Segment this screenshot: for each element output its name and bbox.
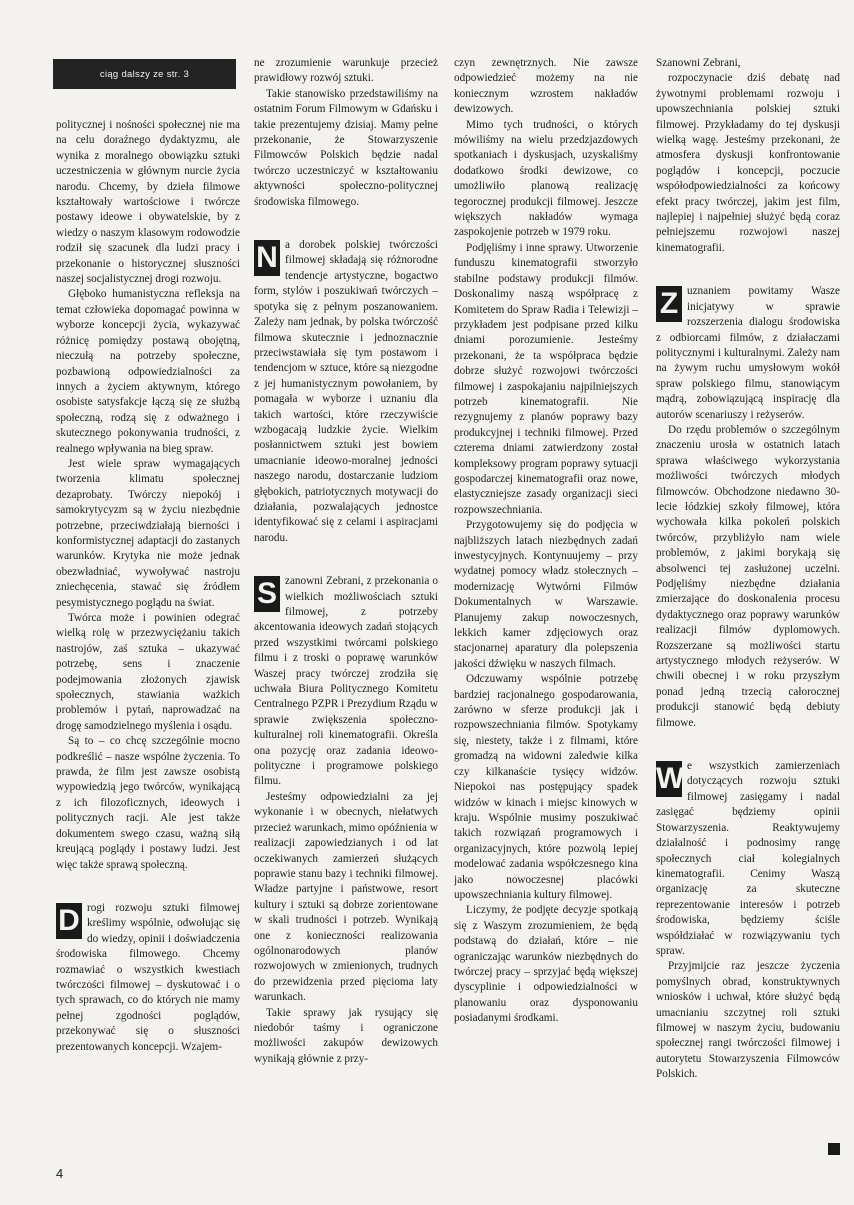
continued-from-banner: ciąg dalszy ze str. 3 (53, 59, 236, 89)
paragraph: Liczymy, że podjęte decyzje spotkają się z Waszym zrozumieniem, że będą podstawą do działań, które – nie ograniczając warunków niezbędnych do twórczej pracy – sprzyjać będą większej dyscyplinie i odpowiedzialności w planowaniu oraz dysponowaniu posiadanymi środkami. (454, 904, 638, 1025)
paragraph: Przygotowujemy się do podjęcia w najbliższych latach niezbędnych zadań inwestycyjnych. Kontynuujemy – przy wydatnej pomocy władz stołecznych – modernizację Wytwórni Filmów Dokumentalnych w Warszawie. Planujemy zakup nowoczesnych, lekkich kamer zdjęciowych oraz stacjonarnej aparatury dla polepszenia jakości dźwięku w naszych filmach. (454, 519, 638, 670)
end-of-article-square-icon (828, 1143, 840, 1155)
paragraph-with-dropcap (254, 238, 438, 546)
paragraph: Odczuwamy wspólnie potrzebę bardziej racjonalnego gospodarowania, zarówno w sferze produkcji jak i rozpowszechniania filmów. Spotykamy się, niestety, także i z filmami, które gromadzą na widowni zaledwie kilka czy kilkanaście tysięcy widzów. Niepokoi nas postępujący spadek widzów w kinach i miejsc kinowych w kraju. Wspólnie musimy poszukiwać takich rozwiązań programowych i organizacyjnych, które pozwolą lepiej modelować zadania współczesnego kina jako nowoczesnej placówki upowszechniania kultury filmowej. (454, 673, 638, 901)
dropcap-z: Z (656, 286, 682, 322)
page-number: 4 (56, 1166, 64, 1181)
dropcap-n: N (254, 240, 280, 276)
dropcap-d: D (56, 903, 82, 939)
paragraph: Podjęliśmy i inne sprawy. Utworzenie funduszu kinematografii stworzyło stabilne podstawy produkcji filmów. Doskonalimy naszą współpracę z Komitetem do Spraw Radia i Telewizji – przykładem jest podpisane przed kilku dniami porozumienie. Jesteśmy przekonani, że ta współpraca będzie dobrze służyć rozwojowi twórczości filmowej i zaspokajaniu najpilniejszych potrzeb kinematografii. Nie rezygnujemy z planów poprawy bazy produkcyjnej i techniki filmowej. Przed czterema dniami zatwierdzony został kompleksowy program poprawy sytuacji gospodarczej kinematografii oraz nowe, elastyczniejsze zasady organizacji sieci rozpowszechniania. (454, 241, 638, 516)
paragraph: Takie stanowisko przedstawiliśmy na ostatnim Forum Filmowym w Gdańsku i takie prezentujemy dzisiaj. Mamy pełne przekonanie, że Stowarzyszenie Filmowców Polskich będzie nadal twórczo uczestniczyć w kształtowaniu aktywności społeczno-politycznej środowiska filmowego. (254, 87, 438, 208)
paragraph: Jest wiele spraw wymagających tworzenia klimatu społecznej dezaprobaty. Twórczy niepokój i samokrytycyzm są w życiu niezbędnie potrzebne, przeciwdziałają bierności i konformistycznej adaptacji do zastanych warunków. Krytyka nie może jednak obezwładniać, wywoływać nastroju zniechęcenia, stawać się źródłem pesymistycznego poglądu na świat. (56, 457, 240, 609)
paragraph: Twórca może i powinien odegrać wielką rolę w przezwyciężaniu takich nastrojów, zaś sztuka – ukazywać potrzebę, sens i znaczenie podejmowania złożonych zjawisk społecznych, stawiania ważkich problemów i pytań, naprowadzać na drogę samodzielnego myślenia i osądu. (56, 612, 240, 732)
paragraph: Przyjmijcie raz jeszcze życzenia pomyślnych obrad, konstruktywnych wniosków i uchwał, które służyć będą umacnianiu szczytnej roli sztuki filmowej w naszym życiu, budowaniu społecznej rangi twórczości filmowej i autorytetu Stowarzyszenia Filmowców Polskich. (656, 960, 840, 1081)
paragraph-text: zanowni Zebrani, z przekonania o wielkich możliwościach sztuki filmowej, z potrzeby akcentowania ideowych zadań stojących przed wszystkimi twórcami polskiego filmu i z troski o poprawę warunków Waszej pracy twórczej zrodziła się uchwała Biura Politycznego Komitetu Centralnego PZPR i Prezydium Rządu w sprawie zwiększenia społeczno-kulturalnej roli kinematografii. Określa ona pozycję oraz zadania ideowo-polityczne i programowe polskiego filmu. (254, 575, 438, 788)
dropcap-w: W (656, 762, 685, 796)
paragraph-text: rogi rozwoju sztuki filmowej kreślimy wspólnie, odwołując się do wiedzy, opinii i doświadczenia środowiska filmowego. Chcemy rozmawiać o wszystkich kwestiach twórczości filmowej – dyskutować i o tych sprawach, co do których nie mamy pełnej zgodności poglądów, przekonywać się o słuszności prezentowanych koncepcji. Wzajem- (56, 901, 240, 1053)
paragraph-text: e wszystkich zamierzeniach dotyczących rozwoju sztuki filmowej zasięgamy i nadal zasięgać będziemy opinii Stowarzyszenia. Reaktywujemy działalność i podnosimy rangę społecznych ciał kolegialnych kinematografii. Cenimy Waszą organizację za skuteczne reprezentowanie interesów i potrzeb środowiska, będziemy ściśle współdziałać w rozwiązywaniu tych spraw. (656, 760, 840, 957)
paragraph-with-dropcap (656, 284, 840, 423)
paragraph-text: uznaniem powitamy Wasze inicjatywy w sprawie rozszerzenia dialogu środowiska z odbiorcami filmów, z działaczami politycznymi i kulturalnymi. Zależy nam na żywym ruchu umysłowym wokół spraw polskiego filmu, stanowiącym mądrą, zobowiązującą inspirację dla autorów scenariuszy i reżyserów. (656, 285, 840, 421)
paragraph: Do rzędu problemów o szczególnym znaczeniu urosła w ostatnich latach sprawa właściwego wykorzystania możliwości twórczych młodych filmowców. Obchodzone niedawno 30-lecie łódzkiej szkoły filmowej, która wychowała kilka pokoleń polskich twórców, przybliżyło nam wiele problemów, z jakimi borykają się absolwenci tej zasłużonej uczelni. Podjęliśmy niezbędne działania zmierzające do doskonalenia procesu dydaktycznego oraz poprawy warunków realizacji filmów dyplomowych. Rozszerzane są możliwości startu artystycznego młodych reżyserów. W chwili obecnej i w roku przyszłym ponad jedną trzecią całorocznej produkcji stanowić będą debiuty filmowe. (656, 423, 840, 729)
paragraph: Są to – co chcę szczególnie mocno podkreślić – nasze wspólne życzenia. To prawda, że film jest zawsze osobistą wypowiedzią jego twórców, wynikającą z ich filozoficznych, ideowych i politycznych racji. Ale jest także dokumentem swego czasu, ważną siłą kreującą poglądy i postawy ludzi. Jest więc także sprawą społeczną. (56, 735, 240, 871)
paragraph: politycznej i nośności społecznej nie ma na celu doraźnego dydaktyzmu, ale wynika z moralnego obowiązku sztuki uczestniczenia w głównym nurcie życia narodu. Chcemy, by dzieła filmowe kształtowały wartościowe i twórcze postawy ideowe i obywatelskie, by z wiedzy o naszym klasowym rodowodzie rodził się szacunek dla ludzi pracy i przekonanie o historycznej słuszności naszej socjalistycznej drogi rozwoju. (56, 119, 240, 286)
paragraph: Mimo tych trudności, o których mówiliśmy na wielu przedzjazdowych spotkaniach i dyskusjach, uzyskaliśmy dodatkowo środki dewizowe, co umożliwiło planową realizację tegorocznej produkcji filmowej. Jeszcze większych nakładów wymaga zaspokojenie potrzeb w 1979 roku. (454, 118, 638, 239)
salutation: Szanowni Zebrani, (656, 57, 741, 69)
paragraph-with-dropcap (656, 759, 840, 959)
paragraph-text: a dorobek polskiej twórczości filmowej składają się różnorodne tendencje artystyczne, bogactwo form, stylów i poszukiwań twórczych – spotyka się z pełnym poszanowaniem. Zależy nam jednak, by polska twórczość filmowa skutecznie i jednoznacznie przeciwstawiała się tym postawom i tendencjom w sztuce, które są niezgodne z jej humanistycznym powołaniem, by pomagała w wyborze i uznaniu dla takich wartości, które rzeczywiście wzbogacają ludzkie życie. Wielkim posłannictwem sztuki jest bowiem umacnianie ideowo-moralnej jedności naszego narodu, dostarczanie ludziom głębokich, patriotycznych motywacji do działania, pozwalających jednostce identyfikować się z celami i aspiracjami narodu. (254, 239, 438, 544)
paragraph: Jesteśmy odpowiedzialni za jej wykonanie i w obecnych, niełatwych przecież warunkach, mimo opóźnienia w realizacji zapowiedzianych i od lat oczekiwanych zamierzeń służących poprawie stanu bazy i techniki filmowej. Władze partyjne i państwowe, resort kultury i sztuki są dobrze zorientowane w skali trudności i potrzeb. Wynikają one z konieczności realizowania ogólnonarodowych planów rozwojowych w zmienionych, trudnych do przewidzenia przed pięciomа laty warunkach. (254, 790, 438, 1004)
text-column-3 (454, 56, 638, 1168)
paragraph: ne zrozumienie warunkuje przecież prawidłowy rozwój sztuki. (254, 57, 438, 85)
paragraph-with-dropcap (56, 901, 240, 1055)
paragraph: czyn zewnętrznych. Nie zawsze odpowiedzieć możemy na nie koniecznym wzrostem nakładów dewizowych. (454, 57, 638, 116)
dropcap-s: S (254, 576, 280, 612)
paragraph: rozpoczynacie dziś debatę nad żywotnymi problemami rozwoju i upowszechniania polskiej sztuki filmowej. Przykładamy do tej dyskusji wielką wagę. Jesteśmy przekonani, że atmosfera dyskusji konfrontowanie poglądów i koncepcji, poczucie współodpowiedzialności za końcowy efekt pracy twórczej, jakim jest film, najlepiej i najpełniej służyć będą coraz pełniejszemu rozwojowi naszej kinematografii. (656, 72, 840, 254)
paragraph: Takie sprawy jak rysujący się niedobór taśmy i ograniczone możliwości zakupów dewizowych wynikają głównie z przy- (254, 1006, 438, 1065)
paragraph: Głęboko humanistyczna refleksja na temat człowieka dopomagać powinna w wyborze koncepcji życia, wykazywać różnicę pomiędzy postawą obojętną, nieczułą na potrzeby społeczne, pozbawioną odpowiedzialności za innych a życiem aktywnym, którego osobiste satysfakcje łączą się ze służbą społeczną, rodzą się z odważnego i skutecznego pokonywania trudności, z realnego wpływania na bieg spraw. (56, 288, 240, 455)
text-column-4 (656, 56, 840, 1141)
text-column-1 (56, 118, 240, 1168)
paragraph-with-dropcap (254, 574, 438, 790)
text-column-2 (254, 56, 438, 1168)
